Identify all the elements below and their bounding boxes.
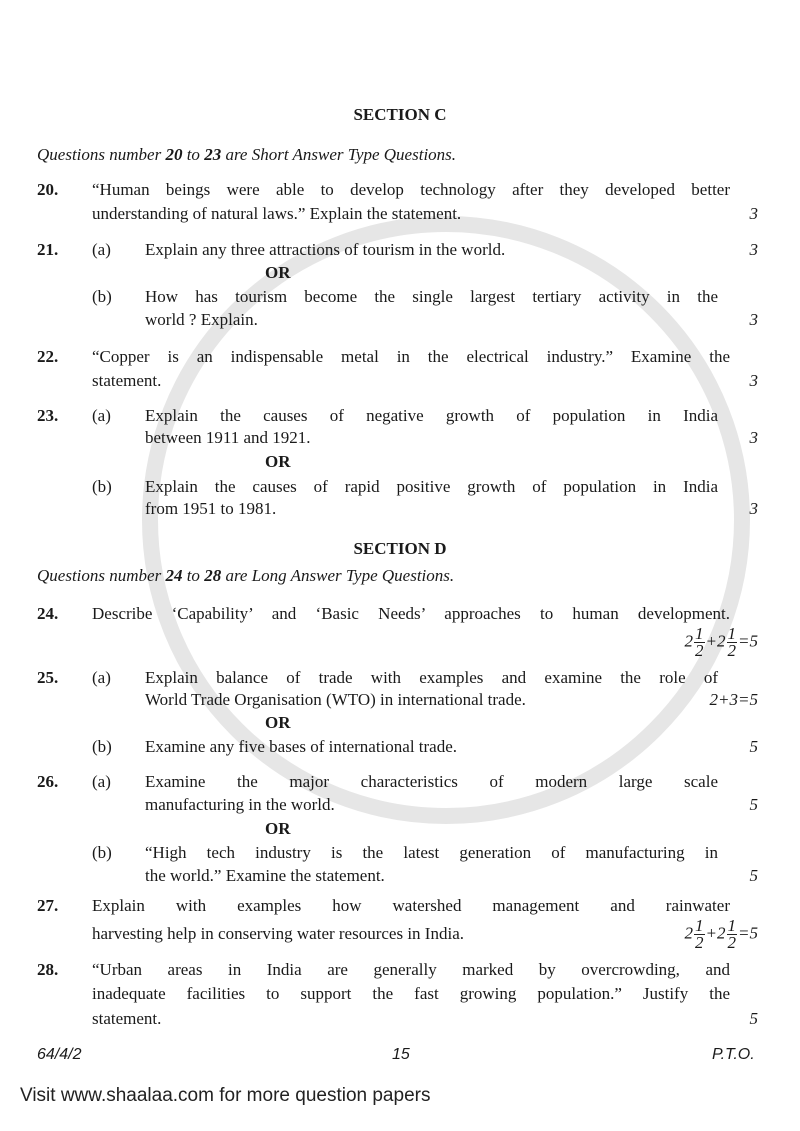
question-text: “Human beings were able to develop technology after they developed better bbox=[92, 180, 730, 199]
question-number: 27. bbox=[37, 896, 59, 915]
question-number: 28. bbox=[37, 960, 59, 979]
or-label: OR bbox=[265, 713, 291, 732]
section-c-title: SECTION C bbox=[353, 105, 447, 124]
question-text: Explain balance of trade with examples and examine the role of bbox=[145, 668, 718, 687]
question-text: manufacturing in the world. bbox=[145, 795, 335, 814]
marks: 2 $\frac{1}{2}$ +2 $\frac{1}{2}$ =5 bbox=[684, 624, 758, 660]
or-label: OR bbox=[265, 263, 291, 282]
marks: 3 bbox=[749, 240, 758, 259]
section-d-instructions: Questions number 24 to 28 are Long Answer Type Questions. bbox=[37, 566, 455, 585]
question-text: Explain the causes of negative growth of population in India bbox=[145, 406, 718, 425]
question-text: World Trade Organisation (WTO) in international trade. bbox=[145, 690, 526, 709]
question-text: Describe ‘Capability’ and ‘Basic Needs’ approaches to human development. bbox=[92, 604, 730, 623]
question-text: Explain the causes of rapid positive growth of population in India bbox=[145, 477, 718, 496]
page-number: 15 bbox=[392, 1046, 410, 1063]
question-text: How has tourism become the single largest tertiary activity in the bbox=[145, 287, 718, 306]
question-text: Examine the major characteristics of modern large scale bbox=[145, 772, 718, 791]
question-number: 24. bbox=[37, 604, 59, 623]
marks: 2+3=5 bbox=[709, 690, 758, 709]
question-text: Explain with examples how watershed management and rainwater bbox=[92, 896, 730, 915]
question-number: 22. bbox=[37, 347, 59, 366]
question-text: understanding of natural laws.” Explain the statement. bbox=[92, 204, 462, 223]
option-label: (b) bbox=[92, 737, 112, 756]
paper-code: 64/4/2 bbox=[37, 1046, 82, 1063]
question-number: 21. bbox=[37, 240, 59, 259]
question-text: statement. bbox=[92, 371, 162, 390]
marks: 5 bbox=[749, 795, 758, 814]
marks: 5 bbox=[749, 737, 758, 756]
marks: 2 $\frac{1}{2}$ +2 $\frac{1}{2}$ =5 bbox=[684, 916, 758, 952]
question-text: “High tech industry is the latest generation of manufacturing in bbox=[145, 843, 718, 862]
section-d-title: SECTION D bbox=[353, 539, 447, 558]
question-text: between 1911 and 1921. bbox=[145, 428, 311, 447]
question-number: 23. bbox=[37, 406, 59, 425]
option-label: (a) bbox=[92, 240, 111, 259]
question-number: 20. bbox=[37, 180, 59, 199]
option-label: (a) bbox=[92, 406, 111, 425]
section-c-instructions: Questions number 20 to 23 are Short Answer Type Questions. bbox=[37, 145, 457, 164]
or-label: OR bbox=[265, 819, 291, 838]
question-text: harvesting help in conserving water resources in India. bbox=[92, 924, 464, 943]
question-text: “Copper is an indispensable metal in the electrical industry.” Examine the bbox=[92, 347, 730, 366]
question-text: the world.” Examine the statement. bbox=[145, 866, 385, 885]
marks: 5 bbox=[749, 866, 758, 885]
question-text: statement. bbox=[92, 1009, 162, 1028]
marks: 3 bbox=[749, 204, 758, 223]
question-text: inadequate facilities to support the fast growing population.” Justify the bbox=[92, 984, 730, 1003]
option-label: (b) bbox=[92, 477, 112, 496]
marks: 3 bbox=[749, 371, 758, 390]
option-label: (a) bbox=[92, 668, 111, 687]
question-number: 25. bbox=[37, 668, 59, 687]
marks: 3 bbox=[749, 310, 758, 329]
marks: 5 bbox=[749, 1009, 758, 1028]
question-text: Explain any three attractions of tourism in the world. bbox=[145, 240, 506, 259]
option-label: (b) bbox=[92, 843, 112, 862]
question-text: Examine any five bases of international trade. bbox=[145, 737, 458, 756]
option-label: (a) bbox=[92, 772, 111, 791]
question-text: “Urban areas in India are generally marked by overcrowding, and bbox=[92, 960, 730, 979]
question-number: 26. bbox=[37, 772, 59, 791]
question-text: world ? Explain. bbox=[145, 310, 258, 329]
or-label: OR bbox=[265, 452, 291, 471]
question-text: from 1951 to 1981. bbox=[145, 499, 277, 518]
visit-link[interactable]: Visit www.shaalaa.com for more question papers bbox=[20, 1085, 431, 1106]
marks: 3 bbox=[749, 428, 758, 447]
pto-label: P.T.O. bbox=[712, 1046, 755, 1063]
option-label: (b) bbox=[92, 287, 112, 306]
marks: 3 bbox=[749, 499, 758, 518]
